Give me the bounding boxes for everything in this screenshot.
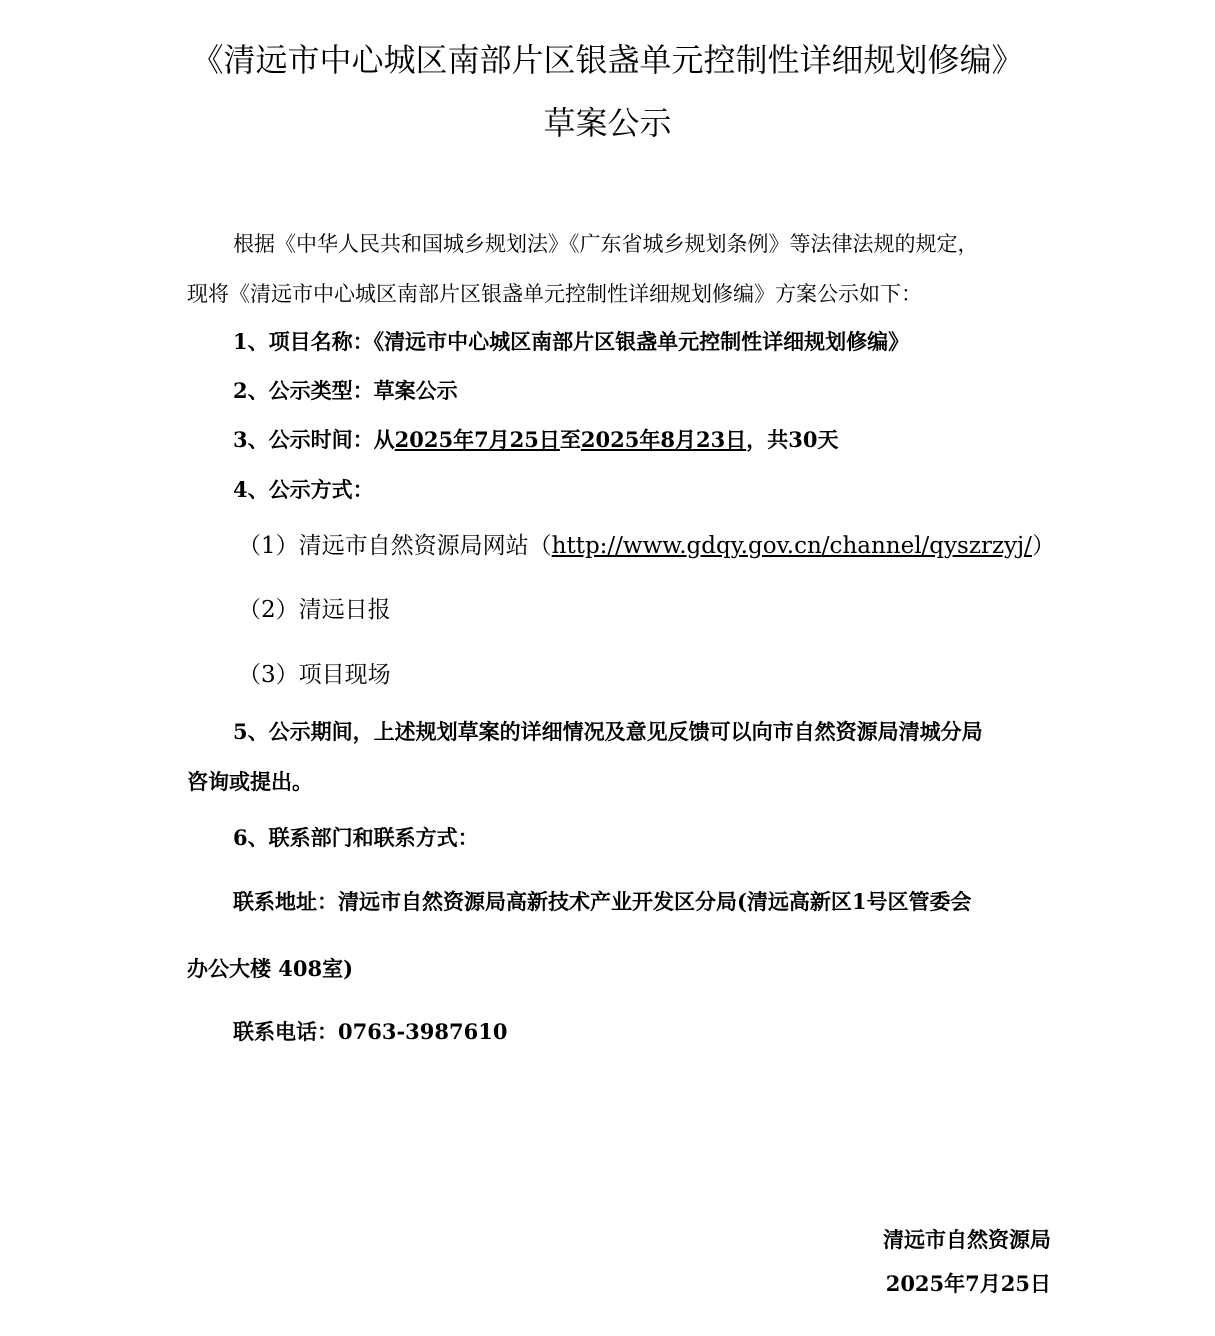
consult-line-1: 5、公示期间，上述规划草案的详细情况及意见反馈可以向市自然资源局清城分局 [233,719,983,744]
type-value: 草案公示 [373,378,458,403]
time-label: 3、公示时间：从 [233,427,395,452]
contact-address-line-1: 联系地址：清远市自然资源局高新技术产业开发区分局(清远高新区1号区管委会 [233,889,972,914]
method-website-suffix: ） [1031,533,1055,559]
intro-line-2: 现将《清远市中心城区南部片区银盏单元控制性详细规划修编》方案公示如下： [187,282,922,306]
website-link[interactable]: http://www.gdqy.gov.cn/channel/qyszrzyj/ [551,533,1032,559]
doc-title: 《清远市中心城区南部片区银盏单元控制性详细规划修编》 [191,41,1024,79]
signature-date: 2025年7月25日 [885,1271,1051,1296]
time-mid: 至 [559,427,581,452]
method-site: （3）项目现场 [238,662,391,688]
method-website-prefix: （1）清远市自然资源局网站（ [238,533,552,559]
method-website [238,531,1055,561]
item-project-name [187,328,1057,356]
contact-phone: 联系电话：0763-3987610 [233,1019,508,1044]
contact-address-line-2: 办公大楼 408室) [187,956,354,981]
consult-line-2: 咨询或提出。 [187,769,313,794]
signature-org: 清远市自然资源局 [883,1227,1051,1252]
time-suffix: ，共30天 [746,427,839,452]
intro-line-1: 根据《中华人民共和国城乡规划法》《广东省城乡规划条例》等法律法规的规定， [233,232,979,256]
method-newspaper: （2）清远日报 [238,597,391,623]
time-start: 2025年7月25日 [394,427,560,452]
item-methods-label: 4、公示方式： [233,477,374,502]
project-name-value: 《清远市中心城区南部片区银盏单元控制性详细规划修编》 [373,329,910,354]
contact-label: 6、联系部门和联系方式： [233,825,479,850]
type-label: 2、公示类型： [233,378,374,403]
doc-subtitle: 草案公示 [543,104,672,142]
item-time [187,426,1057,454]
item-type [187,377,1057,405]
time-end: 2025年8月23日 [580,427,747,452]
project-name-label: 1、项目名称： [233,329,374,354]
